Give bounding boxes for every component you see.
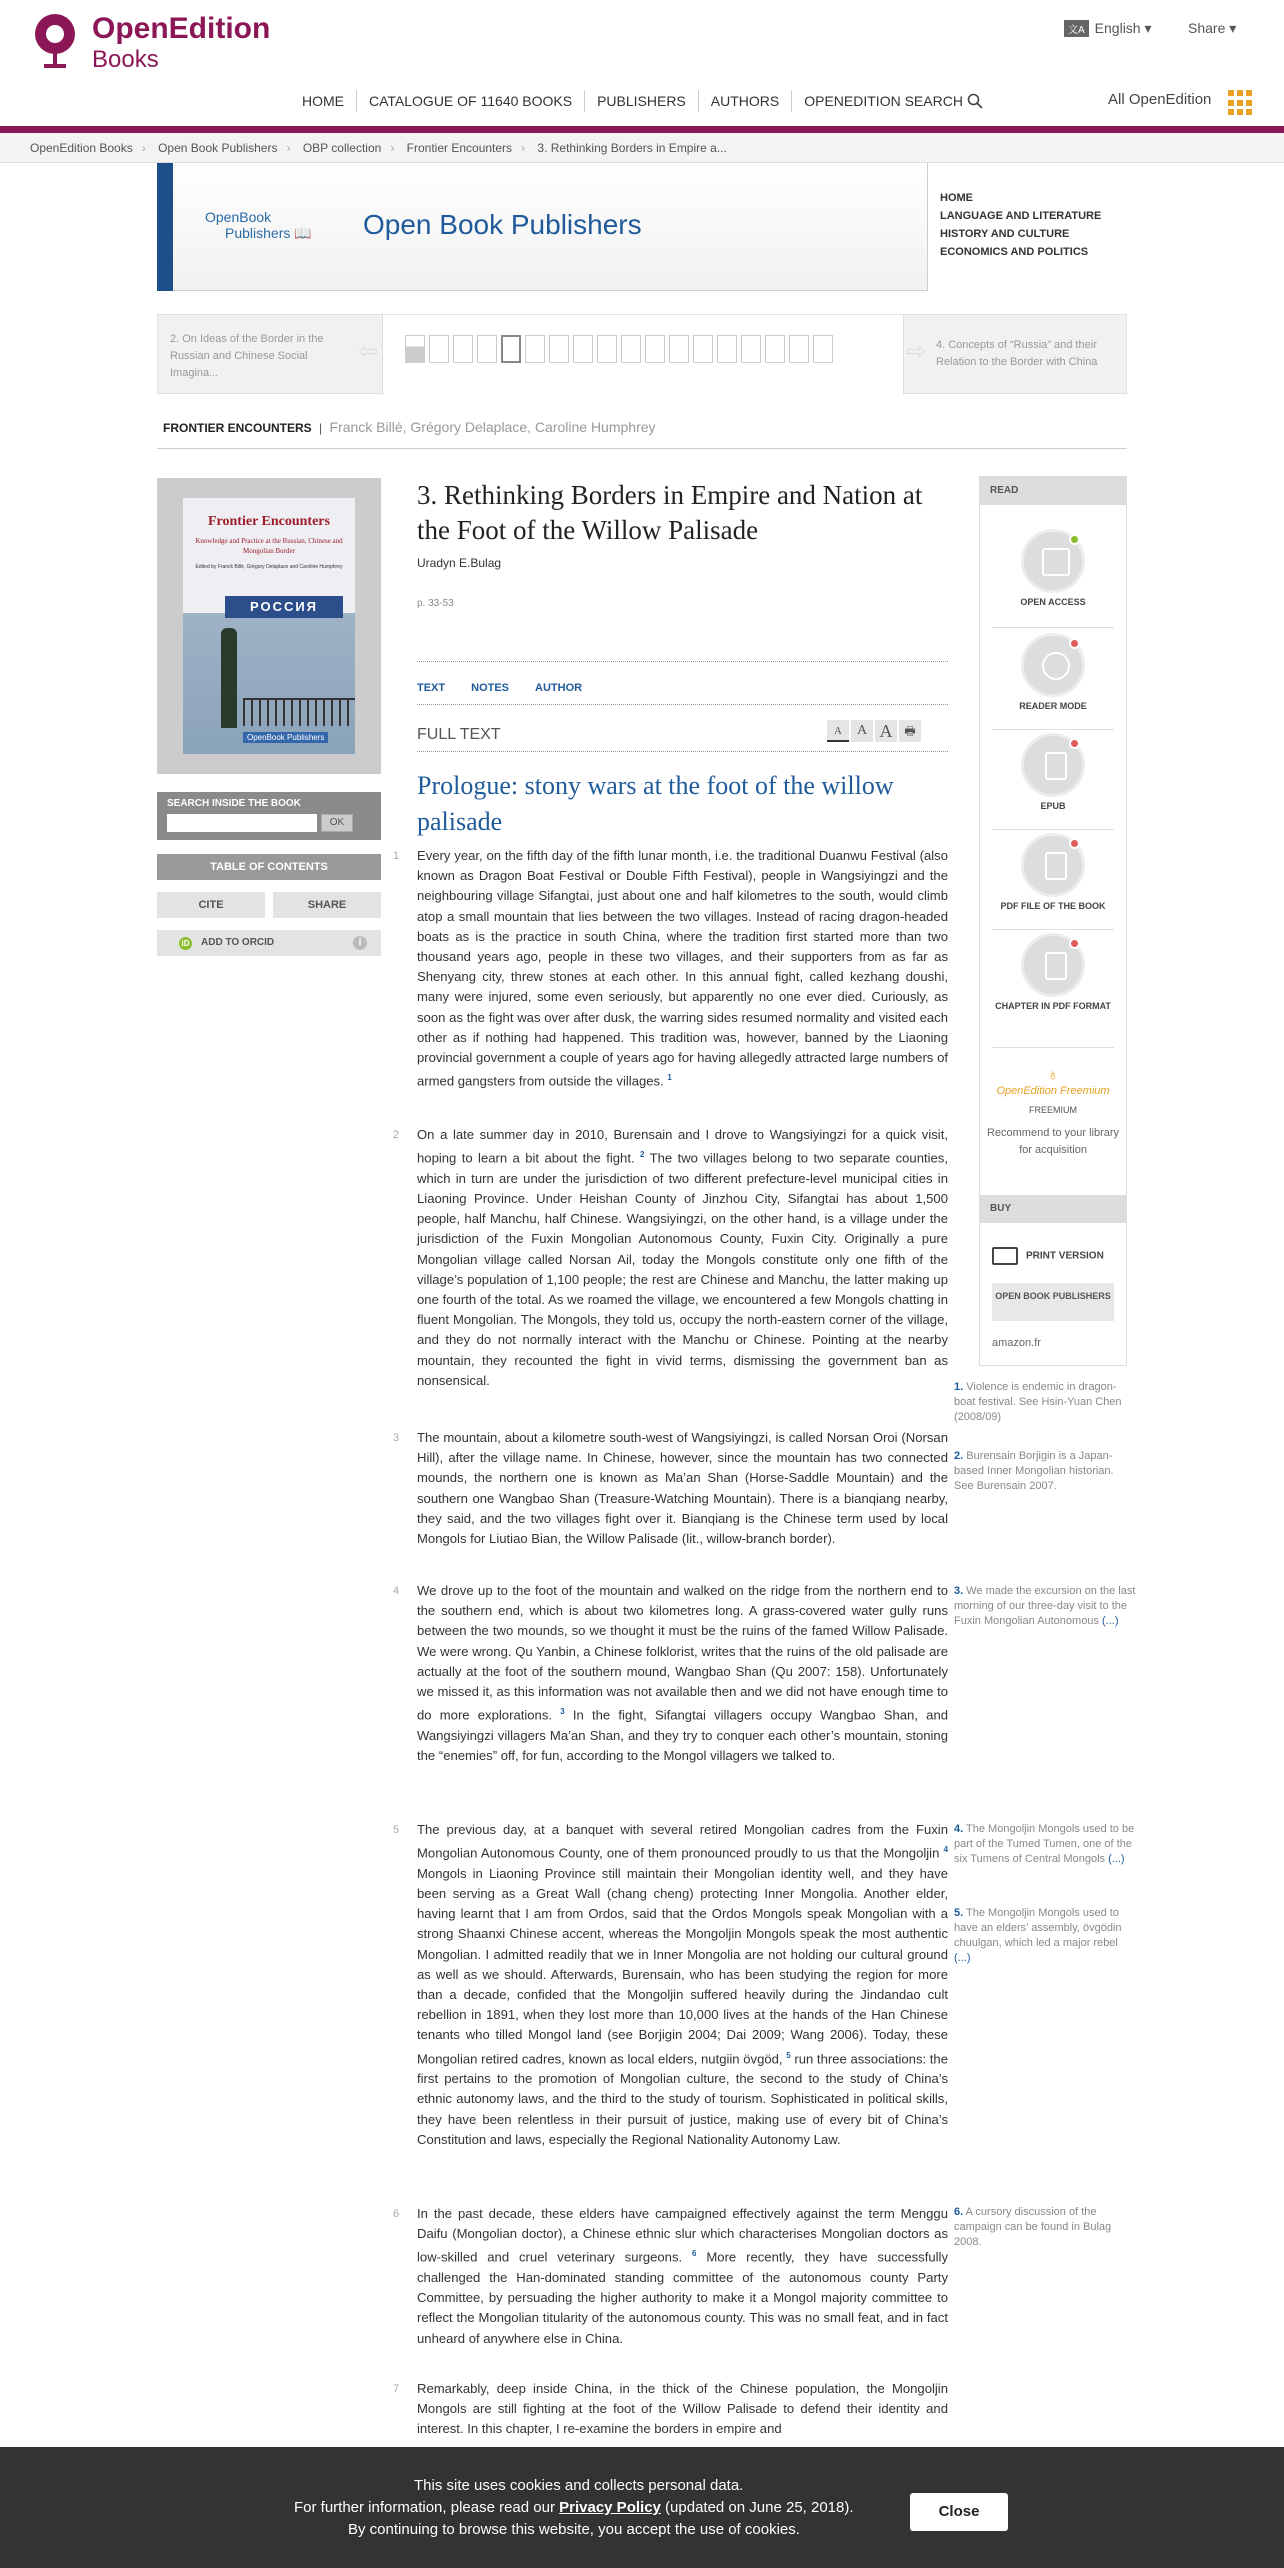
chapter-thumb[interactable] xyxy=(645,335,665,363)
footnote-more-link[interactable]: (...) xyxy=(1108,1853,1125,1865)
breadcrumb-separator-icon: › xyxy=(141,141,146,155)
footnote-number[interactable]: 1. xyxy=(954,1381,964,1393)
paragraph xyxy=(393,2204,948,2349)
breadcrumb-item[interactable]: OBP collection xyxy=(302,141,382,155)
breadcrumb-separator-icon: › xyxy=(521,141,526,155)
reader-mode-button[interactable] xyxy=(980,633,1126,711)
article-author[interactable]: Uradyn E.Bulag xyxy=(417,556,502,570)
footnote-ref[interactable]: 3 xyxy=(560,1707,565,1717)
cookie-close-button[interactable]: Close xyxy=(910,2493,1008,2531)
footnote-ref[interactable]: 6 xyxy=(692,2249,697,2259)
cover-soldier-figure xyxy=(221,628,237,728)
print-version xyxy=(992,1247,1104,1265)
brand-bar xyxy=(0,126,1284,133)
footnote-number[interactable]: 2. xyxy=(954,1450,964,1462)
book-cover[interactable] xyxy=(183,498,355,754)
chapter-thumb[interactable] xyxy=(501,335,521,363)
language-label: English xyxy=(1094,20,1141,36)
paragraph-text: The previous day, at a banquet with several retired Mongolian cadres from the Fuxin Mongolian Autonomous County, one of them pronounced proudly to us that the Mongoljin xyxy=(417,1822,948,1861)
language-selector[interactable] xyxy=(1064,20,1152,37)
chapter-navigation xyxy=(157,314,1127,394)
publisher-banner xyxy=(157,163,1127,291)
cover-subtitle: Knowledge and Practice at the Russian, Chinese and Mongolian Border xyxy=(195,537,343,555)
reader-mode-icon xyxy=(1021,633,1085,697)
footnote-ref[interactable]: 1 xyxy=(667,1073,672,1083)
font-size-large-button[interactable]: A xyxy=(875,720,897,742)
divider xyxy=(417,661,948,662)
cover-frame xyxy=(157,478,381,774)
chapter-thumb[interactable] xyxy=(813,335,833,363)
publisher-link[interactable]: HOME xyxy=(940,192,973,204)
pdf-chapter-button[interactable] xyxy=(980,933,1126,1011)
full-text-label: FULL TEXT xyxy=(417,726,501,743)
footnote-ref[interactable]: 2 xyxy=(640,1150,645,1160)
orcid-icon: iD xyxy=(179,937,192,950)
footnote-text: We made the excursion on the last morning of our three-day visit to the Fuxin Mongolian Autonomous xyxy=(954,1585,1136,1627)
paragraph-text: More recently, they have successfully challenged the Han-dominated standing committee of the autonomous county Party Committee, by persuading the higher authority to make it a Mongol majority committee to reflect the Mongolian titularity of the autonomous county. This was no small feat, and in fact unheard of anywhere else in China. xyxy=(417,2249,948,2346)
main-nav xyxy=(290,90,995,112)
translate-icon: 文A xyxy=(1064,20,1089,37)
cookie-text: By continuing to browse this website, you accept the use of cookies. xyxy=(348,2521,800,2538)
tablet-icon xyxy=(1021,733,1085,797)
privacy-policy-link[interactable]: Privacy Policy xyxy=(559,2499,661,2516)
paragraph xyxy=(393,1125,948,1391)
footnote-text: The Mongoljin Mongols used to be part of the Tumed Tumen, one of the six Tumens of Central Mongols xyxy=(954,1823,1135,1865)
page-range: p. 33-53 xyxy=(417,598,454,609)
footnote xyxy=(954,2205,1136,2250)
paragraph-number: 2 xyxy=(393,1129,400,1141)
book-icon xyxy=(992,1247,1018,1265)
freemium-block xyxy=(980,1067,1126,1159)
paragraph-number: 7 xyxy=(393,2383,400,2395)
article-tabs xyxy=(417,682,582,694)
footnote xyxy=(954,1906,1136,1966)
publisher-link[interactable]: HISTORY AND CULTURE xyxy=(940,228,1070,240)
pdf-icon xyxy=(1021,933,1085,997)
publisher-accent xyxy=(157,163,173,291)
share-menu[interactable] xyxy=(1188,20,1236,37)
chapter-thumb[interactable] xyxy=(477,335,497,363)
divider xyxy=(992,1047,1114,1048)
cookie-text-part: (updated on June 25, 2018). xyxy=(660,2499,854,2516)
read-item-label: OPEN ACCESS xyxy=(1020,597,1086,607)
paragraph-text: Every year, on the fifth day of the fifth lunar month, i.e. the traditional Duanwu Festival (also known as Dragon Boat Festival or Double Fifth Festival), people in Wangsiyingzi and the neighbouring village Sifangtai, just about one and half kilometres to the south, would climb atop a small mountain that lies between the two villages. Instead of racing dragon-headed boats as is the practice in south China, where the tradition first started more than two thousand years ago, people in these two villages, and their supporters from as far as Shenyang city, threw stones at each other. In this annual fight, called kezhang doushi, many were injured, some even seriously, but apparently no one ever died. Curiously, as soon as the fight was over after dusk, the warring sides resumed normality and visited each other as if nothing had happened. This tradition was, however, banned by the Liaoning provincial government a couple of years ago for having allegedly attracted large numbers of armed gangsters from outside the villages. xyxy=(417,848,948,1089)
footnote xyxy=(954,1449,1136,1494)
nav-publishers[interactable]: PUBLISHERS xyxy=(584,90,698,112)
footnote-text: A cursory discussion of the campaign can be found in Bulag 2008. xyxy=(954,2206,1112,2248)
chapter-thumb[interactable] xyxy=(453,335,473,363)
footnote-more-link[interactable]: (...) xyxy=(954,1952,971,1964)
next-chapter-link[interactable]: 4. Concepts of “Russia” and their Relation to the Border with China xyxy=(936,339,1098,368)
publisher-logo-line1: OpenBook xyxy=(205,209,272,225)
publisher-name[interactable]: Open Book Publishers xyxy=(363,209,642,240)
divider xyxy=(992,627,1114,628)
divider xyxy=(417,751,948,752)
paragraph xyxy=(393,1581,949,1766)
monitor-icon xyxy=(1021,529,1085,593)
read-item-label: CHAPTER IN PDF FORMAT xyxy=(995,1001,1111,1011)
site-header xyxy=(0,0,1284,126)
page-title: 3. Rethinking Borders in Empire and Nation at the Foot of the Willow Palisade xyxy=(417,480,923,545)
read-item-label: EPUB xyxy=(1040,801,1066,811)
search-icon xyxy=(967,93,983,109)
search-inside-book xyxy=(157,792,381,840)
paragraph-number: 6 xyxy=(393,2208,400,2220)
paragraph-text: The two villages belong to two separate counties, which in turn are under the jurisdiction of two different prefecture-level municipal cities in Liaoning Province. Under Heishan County of Jinzhou City, Sifangtai has about 1,500 people, half Manchu, half Chinese. Wangsiyingzi, on the other hand, is a village under the jurisdiction of the Fuxin Mongolian Autonomous County, Fuxin City. Originally a pure Mongolian village called Norsan Ail, today the Mongols constitute only one fifth of the village’s population of 1,100 people; the rest are Chinese and Manchu, the latter making up one fourth of the total. As we roamed the village, we encountered a few Mongols chatting in fluent Mongolian. The Mongols, they told us, occupy the north-eastern corner of the village, and they do not normally interact with the Manchu or Chinese. Pointing at the nearby mountain, they recounted the fight in vivid terms, dismissing the government ban as nonsensical. xyxy=(417,1150,948,1388)
footnote-number[interactable]: 5. xyxy=(954,1907,964,1919)
breadcrumb-item[interactable]: 3. Rethinking Borders in Empire a... xyxy=(537,141,727,155)
book-title-link[interactable]: FRONTIER ENCOUNTERS xyxy=(163,421,312,435)
footnote-number[interactable]: 3. xyxy=(954,1585,964,1597)
brand-sub: Books xyxy=(92,46,159,73)
footnote xyxy=(954,1822,1136,1867)
arrow-left-icon[interactable]: ⇦ xyxy=(358,338,379,365)
paragraph-number: 3 xyxy=(393,1432,400,1444)
paragraph-text: The mountain, about a kilometre south-west of Wangsiyingzi, is called Norsan Oroi (Norsan Hill), after the village name. In Chinese, however, since the mountain has two connected mounds, the northern one is known as Ma’an Shan (Horse-Saddle Mountain) and the southern one Wangbao Shan (Treasure-Watching Mountain). There is a bianqiang nearby, they said, and the two villages fight over it. Bianqiang is the Chinese term used by local Mongols for Liutiao Bian, the Willow Palisade (lit., willow-branch border). xyxy=(417,1430,948,1547)
chapter-thumb[interactable] xyxy=(669,335,689,363)
font-size-medium-button[interactable]: A xyxy=(851,720,873,742)
publisher-logo[interactable] xyxy=(205,209,312,241)
paragraph-number: 5 xyxy=(393,1824,400,1836)
cover-title: Frontier Encounters xyxy=(208,514,330,529)
footnote-more-link[interactable]: (...) xyxy=(1102,1615,1119,1627)
paragraph xyxy=(393,846,948,1092)
tab-notes[interactable]: NOTES xyxy=(471,682,510,694)
chapter-pager xyxy=(382,315,904,395)
book-author[interactable]: Franck Billé xyxy=(329,419,403,435)
chapter-thumb[interactable] xyxy=(693,335,713,363)
chevron-down-icon: ▾ xyxy=(1229,20,1237,36)
info-icon[interactable]: i xyxy=(353,936,367,950)
footnote-ref[interactable]: 4 xyxy=(943,1845,949,1855)
all-openedition-link[interactable]: All OpenEdition xyxy=(1108,91,1212,108)
chapter-thumb[interactable] xyxy=(741,335,761,363)
chapter-thumb[interactable] xyxy=(789,335,809,363)
amazon-link[interactable]: amazon.fr xyxy=(992,1337,1041,1349)
footnote-text: The Mongoljin Mongols used to have an elders’ assembly, övgödin chuulgan, which led a major rebel xyxy=(954,1907,1122,1949)
cover-fence-image xyxy=(243,698,355,726)
read-header: READ xyxy=(980,477,1126,505)
open-access-button[interactable] xyxy=(980,529,1126,607)
breadcrumb xyxy=(0,133,1284,163)
nav-authors[interactable]: AUTHORS xyxy=(698,90,791,112)
footnote-ref[interactable]: 5 xyxy=(786,2050,791,2060)
freemium-label: FREEMIUM xyxy=(1029,1105,1077,1115)
font-size-small-button[interactable]: A xyxy=(827,720,849,742)
publisher-logo-line2: Publishers xyxy=(225,225,291,241)
book-line-separator: | xyxy=(319,421,323,435)
breadcrumb-separator-icon: › xyxy=(390,141,395,155)
cookie-banner xyxy=(0,2447,1284,2568)
pdf-icon xyxy=(1021,833,1085,897)
paragraph-number: 4 xyxy=(393,1585,400,1597)
prev-chapter-link[interactable]: 2. On Ideas of the Border in the Russian and Chinese Social Imagina... xyxy=(170,333,324,379)
paragraph xyxy=(393,1820,949,2150)
chapter-thumb[interactable] xyxy=(621,335,641,363)
print-icon[interactable]: 🖶 xyxy=(899,720,921,742)
paragraph-number: 1 xyxy=(393,850,400,862)
freemium-logo: OpenEdition Freemium xyxy=(996,1085,1110,1097)
tab-author[interactable]: AUTHOR xyxy=(535,682,583,694)
footnote xyxy=(954,1584,1136,1629)
book-author[interactable]: Caroline Humphrey xyxy=(534,419,656,435)
add-to-orcid-button[interactable] xyxy=(157,930,381,956)
chapter-thumb[interactable] xyxy=(573,335,593,363)
divider xyxy=(417,704,948,705)
chapter-thumb[interactable] xyxy=(429,335,449,363)
footnote-text: Burensain Borjigin is a Japan-based Inner Mongolian historian. See Burensain 2007. xyxy=(954,1450,1114,1492)
freemium-logo-icon: ♁ xyxy=(1047,1067,1059,1084)
search-ok-button[interactable]: OK xyxy=(321,814,353,832)
cover-editors: Edited by Franck Billé, Grégory Delaplace and Caroline Humphrey xyxy=(195,564,343,570)
table-of-contents-button[interactable]: TABLE OF CONTENTS xyxy=(157,854,381,880)
paragraph-text: run three associations: the first pertains to the promotion of Mongolian culture, the second to the study of China’s ethnic autonomy laws, and the third to the study of tourism. Sophisticated in political skills, they have been relentless in their pursuit of justice, making use of every bit of China’s Constitution and laws, especially the Regional Nationality Autonomy Law. xyxy=(417,2050,948,2147)
nav-home[interactable]: HOME xyxy=(302,93,344,109)
cookie-text-part: For further information, please read our xyxy=(294,2499,560,2516)
share-button[interactable]: SHARE xyxy=(273,892,381,918)
paragraph xyxy=(393,1428,948,1549)
publisher-links xyxy=(927,163,1127,291)
chevron-down-icon: ▾ xyxy=(1144,20,1152,36)
paragraph-text: Mongols in Liaoning Province still maintain their Mongolian identity well, and they have been serving as a Great Wall (chang cheng) protecting Inner Mongolia. Another elder, having learnt that I am from Ordos, said that the Ordos Mongols speak Mongolian with a strong Shaanxi Chinese accent, whereas the Mongoljin Mongols speak the most authentic Mongolian. I admitted readily that we in Inner Mongolia are not holding our cultural ground as well as we should. Afterwards, Burensain, who has been studying the region for more than a decade, confided that the Mongoljin suffered heavily during the Jindandao cult rebellion in 1891, when they lost more than 10,000 lives at the hands of the Han Chinese tenants who tilled Mongol land (see Borjigin 2004; Dai 2009; Wang 2006). Today, these Mongolian retired cadres, known as local elders, nutgiin övgöd, xyxy=(417,1865,948,2066)
chapter-thumb[interactable] xyxy=(717,335,737,363)
cookie-text xyxy=(294,2499,854,2516)
orcid-label: ADD TO ORCID xyxy=(201,937,275,948)
recommend-library-link[interactable]: Recommend to your library for acquisition xyxy=(986,1127,1120,1156)
paragraph-text: In the fight, Sifangtai villagers occupy Wangbao Shan, and Wangsiyingzi villagers Ma’an Shan, and they try to conquer each other’s mountain, stoning the “enemies” off, for fun, according to the Mongol villagers we talked to. xyxy=(417,1707,949,1763)
nav-catalogue[interactable]: CATALOGUE OF 11640 BOOKS xyxy=(356,90,584,112)
brand-name: OpenEdition xyxy=(92,12,271,45)
epub-button[interactable] xyxy=(980,733,1126,811)
paragraph-text: Remarkably, deep inside China, in the thick of the Chinese population, the Mongoljin Mongols are still fighting at the foot of the Willow Palisade to defend their identity and interest. In this chapter, I re-examine the borders in empire and xyxy=(417,2381,948,2437)
paragraph-text: In the past decade, these elders have campaigned effectively against the term Menggu Daifu (Mongolian doctor), a Chinese ethnic slur which characterises Mongolian doctors as low-skilled and cruel veterinary surgeons. xyxy=(417,2206,948,2265)
buy-obp-button[interactable]: OPEN BOOK PUBLISHERS xyxy=(992,1283,1114,1321)
breadcrumb-item[interactable]: Open Book Publishers xyxy=(158,141,278,155)
chapter-thumb[interactable] xyxy=(765,335,785,363)
read-panel xyxy=(979,476,1127,1366)
publisher-link[interactable]: ECONOMICS AND POLITICS xyxy=(940,246,1089,258)
divider xyxy=(992,729,1114,730)
cover-sign: РОССИЯ xyxy=(225,596,343,618)
read-item-label: PDF FILE OF THE BOOK xyxy=(1000,901,1106,911)
paragraph xyxy=(393,2379,948,2440)
nav-search-label: OPENEDITION SEARCH xyxy=(804,93,963,109)
footnote-number[interactable]: 6. xyxy=(954,2206,964,2218)
divider xyxy=(992,829,1114,830)
chapter-thumb[interactable] xyxy=(597,335,617,363)
section-title: Prologue: stony wars at the foot of the willow palisade xyxy=(417,771,894,836)
apps-grid-icon[interactable] xyxy=(1228,90,1254,116)
search-label: SEARCH INSIDE THE BOOK xyxy=(167,798,301,809)
footnote-number[interactable]: 4. xyxy=(954,1823,964,1835)
footnote-text: Violence is endemic in dragon-boat festival. See Hsin-Yuan Chen (2008/09) xyxy=(954,1381,1122,1423)
nav-search[interactable] xyxy=(791,90,995,112)
paragraph-text: We drove up to the foot of the mountain and walked on the ridge from the northern end to the southern end, which is about two kilometres long. A grass-covered water gully runs between the two mounds, so we thought it must be the ruins of the famed Willow Palisade. We were wrong. Qu Yanbin, a Chinese folklorist, writes that the ruins of the old palisade are actually at the foot of the southern mound, Wangbao Shan (Qu 2007: 158). Unfortunately we missed it, as this information was not available then and we did not have enough time to do more explorations. xyxy=(417,1583,948,1723)
buy-header: BUY xyxy=(980,1195,1126,1223)
breadcrumb-separator-icon: › xyxy=(286,141,291,155)
pdf-book-button[interactable] xyxy=(980,833,1126,911)
read-item-label: READER MODE xyxy=(1019,701,1087,711)
breadcrumb-item[interactable]: OpenEdition Books xyxy=(30,141,133,155)
chapter-thumb[interactable] xyxy=(405,335,425,363)
footnote xyxy=(954,1380,1136,1425)
chapter-thumb[interactable] xyxy=(525,335,545,363)
cookie-text: This site uses cookies and collects personal data. xyxy=(414,2477,744,2494)
print-version-label: PRINT VERSION xyxy=(1026,1250,1104,1262)
book-author[interactable]: Grégory Delaplace xyxy=(410,419,528,435)
book-logo-icon: 📖 xyxy=(294,225,312,241)
publisher-link[interactable]: LANGUAGE AND LITERATURE xyxy=(940,210,1102,222)
paragraph-text: On a late summer day in 2010, Burensain and I drove to Wangsiyingzi for a quick visit, hoping to learn a bit about the fight. xyxy=(417,1127,948,1166)
share-label: Share xyxy=(1188,20,1226,36)
cover-publisher: OpenBook Publishers xyxy=(243,732,328,743)
arrow-right-icon[interactable]: ⇨ xyxy=(906,338,927,365)
divider xyxy=(992,929,1114,930)
book-line: FRONTIER ENCOUNTERS | Franck Billé, Grégory Delaplace, Caroline Humphrey xyxy=(163,419,656,435)
divider xyxy=(157,448,1127,449)
cite-button[interactable]: CITE xyxy=(157,892,265,918)
chapter-thumb[interactable] xyxy=(549,335,569,363)
breadcrumb-item[interactable]: Frontier Encounters xyxy=(406,141,513,155)
openedition-logo-icon xyxy=(30,12,80,72)
font-size-controls xyxy=(827,720,921,742)
tab-text[interactable]: TEXT xyxy=(417,682,446,694)
search-input[interactable] xyxy=(167,814,317,832)
